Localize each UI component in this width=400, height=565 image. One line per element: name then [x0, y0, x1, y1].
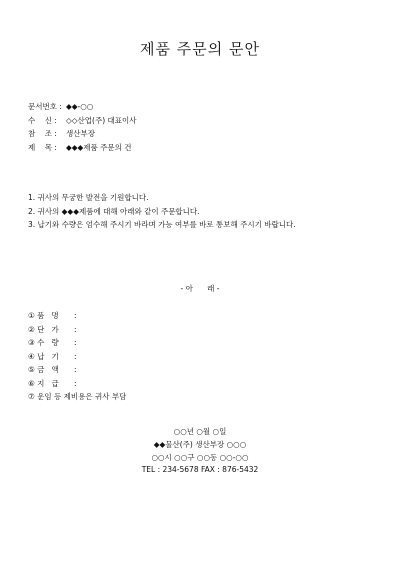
item-row [28, 350, 126, 364]
item-key: ① 품 명 [28, 311, 59, 320]
item-value: : [74, 311, 77, 320]
item-value: : [74, 338, 77, 347]
item-row [28, 377, 126, 391]
item-value: : [74, 324, 77, 334]
sender-contact: TEL : 234-5678 FAX : 876-5432 [141, 465, 259, 475]
paragraph: 2. 귀사의 ◆◆◆제품에 대해 아래와 같이 주문합니다. [28, 206, 200, 216]
item-value: : [74, 378, 77, 388]
item-key: ⑤ 금 액 [28, 365, 59, 374]
sender-name: ◆◆물산(주) 생산부장 ○○○ [153, 439, 247, 449]
order-items [28, 309, 126, 404]
meta-key: 수 신 : [28, 115, 57, 125]
document-meta [28, 100, 137, 154]
item-value: : [74, 351, 77, 361]
meta-key: 참 조 : [28, 129, 57, 138]
meta-row-recipient [28, 114, 137, 128]
item-value: : [74, 365, 77, 374]
sender-address: ○○시 ○○구 ○○동 ○○-○○ [151, 452, 249, 462]
meta-key: 문서번호 : [28, 102, 62, 111]
meta-row-subject [28, 141, 137, 155]
item-key: ⑥ 지 급 [28, 378, 59, 388]
body-paragraphs [28, 191, 296, 232]
item-row [28, 336, 126, 350]
paragraph: 3. 납기와 수량은 엄수해 주시기 바라며 가능 여부를 바로 통보해 주시기 바랍니다. [28, 220, 296, 229]
item-row [28, 323, 126, 337]
paragraph: 1. 귀사의 무궁한 발전을 기원합니다. [28, 193, 149, 202]
item-row [28, 363, 126, 377]
meta-value: ◆◆◆제품 주문의 건 [66, 142, 132, 152]
meta-value: ◇◇산업(주) 대표이사 [66, 115, 137, 125]
sender-block [0, 426, 400, 477]
meta-key: 제 목 : [28, 142, 57, 152]
issue-date: ○○년 ○월 ○일 [173, 427, 227, 436]
meta-value: ◆◆-○○ [66, 102, 94, 111]
item-key: ④ 납 기 [28, 351, 59, 361]
document-title: 제품 주문의 문안 [140, 40, 260, 58]
meta-row-reference [28, 127, 137, 141]
meta-row-doc-number [28, 100, 137, 114]
item-key: ⑦ 운임 등 제비용은 귀사 부담 [28, 392, 127, 401]
item-row-shipping-note [28, 390, 126, 404]
item-key: ② 단 가 [28, 324, 59, 334]
item-key: ③ 수 량 [28, 338, 59, 347]
details-heading: - 아 래 - [180, 284, 220, 293]
item-row [28, 309, 126, 323]
meta-value: 생산부장 [66, 129, 95, 138]
